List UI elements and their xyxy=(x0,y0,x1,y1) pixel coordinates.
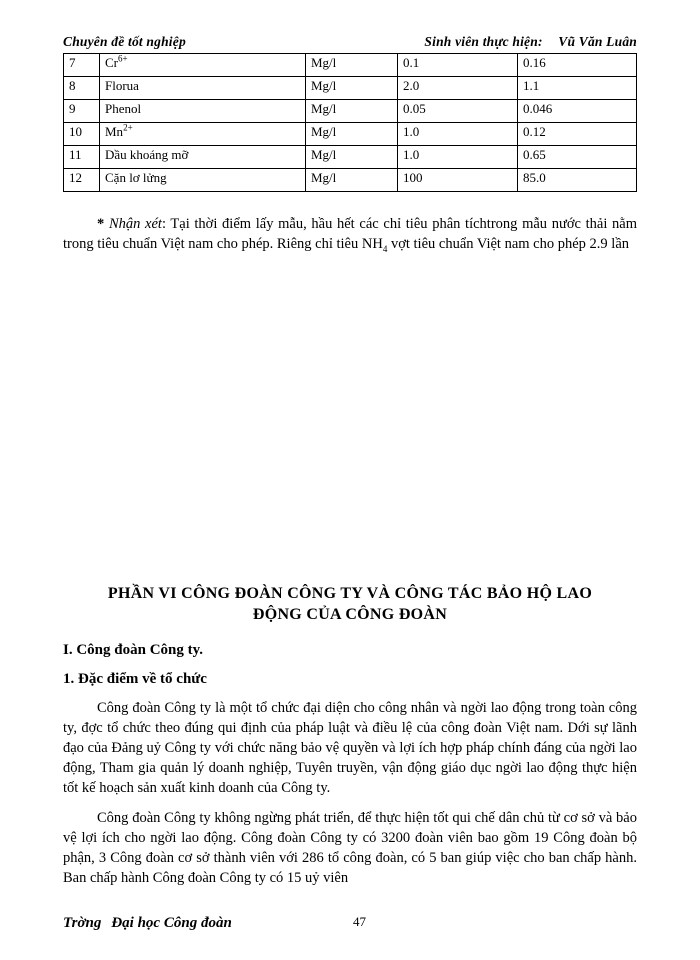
cell-name xyxy=(100,123,306,146)
cell-standard: 1.0 xyxy=(398,146,518,169)
footer-institution-part-1: Trờng xyxy=(63,915,102,931)
table-row xyxy=(64,169,637,192)
page-number: 47 xyxy=(353,914,366,929)
cell-name xyxy=(100,169,306,192)
cell-name-text: Cr xyxy=(105,55,118,70)
note-block xyxy=(63,214,637,254)
table-row xyxy=(64,146,637,169)
cell-no: 12 xyxy=(64,169,100,192)
running-header-name: Vũ Văn Luân xyxy=(558,34,637,49)
cell-result: 0.046 xyxy=(518,100,637,123)
cell-name xyxy=(100,100,306,123)
cell-name xyxy=(100,77,306,100)
cell-name-text: Phenol xyxy=(105,101,142,116)
footer-inner xyxy=(63,910,637,932)
footer-institution-part-2: Đại học Công đoàn xyxy=(111,915,232,931)
page-content xyxy=(63,34,637,888)
page-footer xyxy=(28,910,672,932)
cell-unit: Mg/l xyxy=(306,146,398,169)
section-heading-block xyxy=(63,584,637,626)
footer-institution xyxy=(63,915,232,932)
running-header-right xyxy=(424,34,637,50)
cell-result: 1.1 xyxy=(518,77,637,100)
cell-standard: 100 xyxy=(398,169,518,192)
body-paragraph-2: Công đoàn Công ty không ngừng phát triển, để thực hiện tốt qui chế dân chủ từ cơ sở và bảo vệ lợi ích cho ngời lao động. Công đoàn Công ty có 3200 đoàn viên bao gồm 19 Công đoàn bộ phận, 3 Công đoàn cơ sở thành viên với 286 tổ công đoàn, có 5 ban giúp việc cho ban chấp hành. Ban chấp hành Công đoàn Công ty có 15 uỷ viên xyxy=(63,809,637,886)
cell-name xyxy=(100,146,306,169)
cell-unit: Mg/l xyxy=(306,169,398,192)
cell-name-text: Cặn lơ lửng xyxy=(105,170,167,185)
running-header xyxy=(63,34,637,52)
body-paragraph-1-block xyxy=(63,698,637,798)
table-row xyxy=(64,123,637,146)
note-paragraph xyxy=(63,214,637,254)
running-header-left: Chuyên đề tốt nghiệp xyxy=(63,34,186,49)
note-subscript: 4 xyxy=(382,243,388,254)
cell-unit: Mg/l xyxy=(306,54,398,77)
note-text-1: : Tại thời điểm lấy mẫu, hầu hết các chỉ tiêu phân tíchtrong mẫu nước thải nằm trong tiêu chuẩn Việt nam cho phép. Riêng chỉ tiêu NH xyxy=(63,216,638,252)
cell-unit: Mg/l xyxy=(306,77,398,100)
note-label: Nhận xét xyxy=(108,216,162,232)
cell-no: 9 xyxy=(64,100,100,123)
table-row xyxy=(64,54,637,77)
cell-result: 0.12 xyxy=(518,123,637,146)
cell-unit: Mg/l xyxy=(306,100,398,123)
cell-no: 11 xyxy=(64,146,100,169)
measurements-table xyxy=(63,53,637,192)
cell-name-text: Mn xyxy=(105,124,124,139)
cell-unit: Mg/l xyxy=(306,123,398,146)
body-paragraph-2-block xyxy=(63,808,637,888)
note-text-2: vợt tiêu chuẩn Việt nam cho phép 2.9 lần xyxy=(387,236,630,252)
cell-standard: 0.05 xyxy=(398,100,518,123)
cell-no: 8 xyxy=(64,77,100,100)
note-marker: * xyxy=(97,216,105,232)
table-row xyxy=(64,77,637,100)
section-title-line-1: PHẦN VI CÔNG ĐOÀN CÔNG TY VÀ CÔNG TÁC BẢO HỘ LAO xyxy=(107,585,593,602)
subsection-heading-i: I. Công đoàn Công ty. xyxy=(63,641,204,658)
table-body xyxy=(64,54,637,192)
cell-standard: 1.0 xyxy=(398,123,518,146)
cell-standard: 0.1 xyxy=(398,54,518,77)
cell-no: 10 xyxy=(64,123,100,146)
cell-result: 0.65 xyxy=(518,146,637,169)
table-row xyxy=(64,100,637,123)
cell-name xyxy=(100,54,306,77)
cell-result: 0.16 xyxy=(518,54,637,77)
body-paragraph-1: Công đoàn Công ty là một tổ chức đại diện cho công nhân và ngời lao động trong toàn công ty, đợc tổ chức theo đúng qui định của pháp luật và điều lệ của công đoàn Việt nam. Dới sự lãnh đạo của Đảng uỷ Công ty với chức năng bảo vệ quyền và lợi ích hợp pháp chính đáng của ngời lao động, Tham gia quản lý doanh nghiệp, Tuyên truyền, vận động giáo dục ngời lao động thực hiện tốt kế hoạch sản xuất kinh doanh của Công ty. xyxy=(63,699,637,796)
section-title-line-2: ĐỘNG CỦA CÔNG ĐOÀN xyxy=(252,605,448,623)
cell-result: 85.0 xyxy=(518,169,637,192)
cell-no: 7 xyxy=(64,54,100,77)
subsection-heading-1: 1. Đặc điểm về tổ chức xyxy=(63,670,207,687)
running-header-label: Sinh viên thực hiện: xyxy=(424,34,543,49)
cell-name-sup: 2+ xyxy=(123,122,133,133)
cell-name-sup: 6+ xyxy=(118,53,128,64)
cell-standard: 2.0 xyxy=(398,77,518,100)
cell-name-text: Florua xyxy=(105,78,139,93)
cell-name-text: Dầu khoáng mỡ xyxy=(105,147,189,162)
